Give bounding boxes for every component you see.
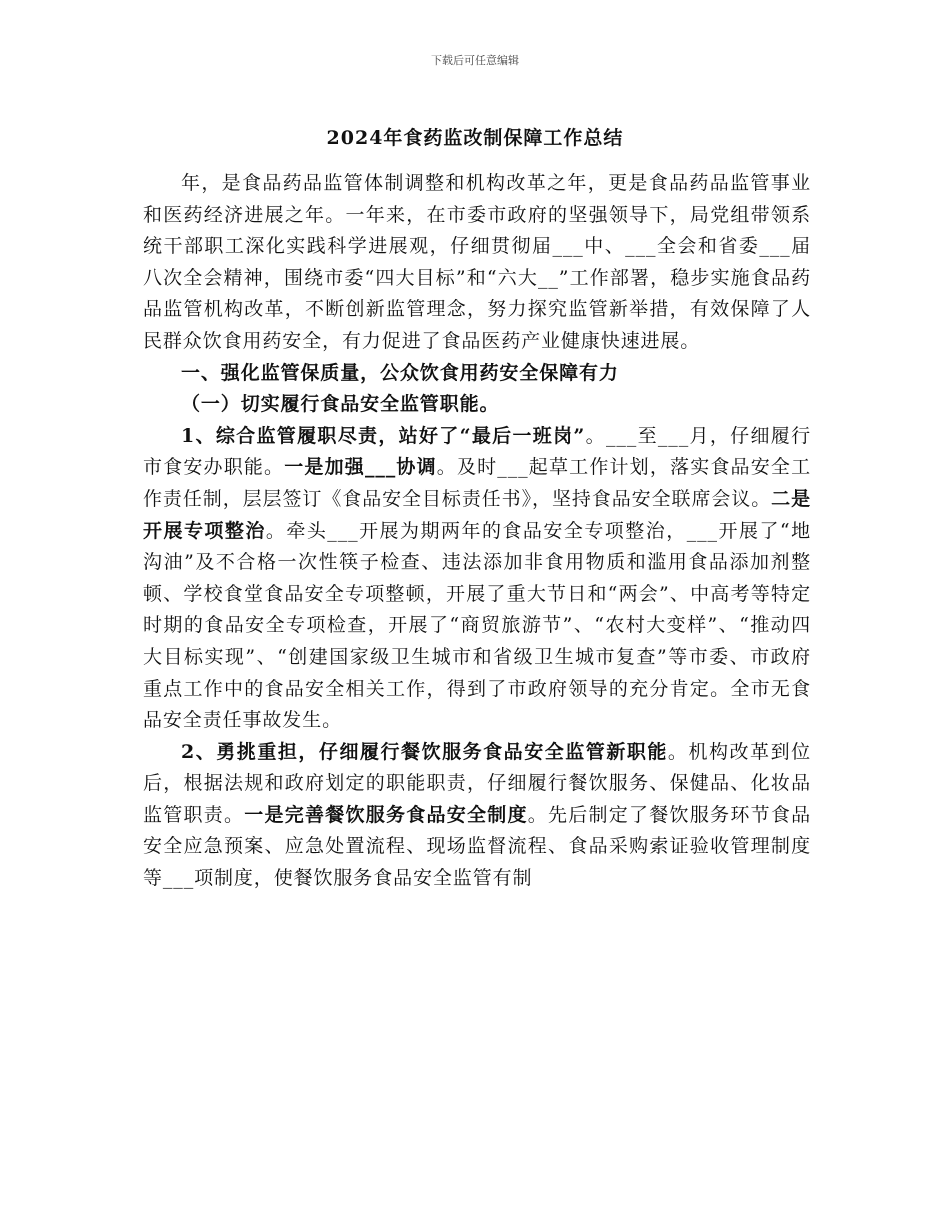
document-body bbox=[143, 168, 811, 895]
item-1-text-c: 。牵头___开展为期两年的食品安全专项整治，___开展了“地沟油”及不合格一次性筷子检查、违法添加非食用物质和滥用食品添加剂整顿、学校食堂食品安全专项整顿，开展了重大节日和“两会”、中高考等特定时期的食品安全专项检查，开展了“商贸旅游节”、“农村大变样”、“推动四大目标实现”、“创建国家级卫生城市和省级卫生城市复查”等市委、市政府重点工作中的食品安全相关工作，得到了市政府领导的充分肯定。全市无食品安全责任事故发生。 bbox=[143, 519, 812, 732]
paragraph-item-2 bbox=[143, 737, 811, 895]
item-2-text-a: 。机构改革到位后，根据法规和政府划定的职能职责，仔细履行餐饮服务、保健品、化妆品监管职责。 bbox=[143, 740, 811, 826]
page-header: 下载后可任意编辑 bbox=[431, 54, 519, 67]
item-1-heading: 1、综合监管履职尽责，站好了“最后一班岗” bbox=[181, 424, 586, 447]
document-title: 2024年食药监改制保障工作总结 bbox=[326, 127, 624, 149]
item-1-text-b: 。及时___起草工作计划，落实食品安全工作责任制，层层签订《食品安全目标责任书》，坚持食品安全联席会议。 bbox=[143, 456, 811, 510]
item-1-text-a: 。___至___月，仔细履行市食安办职能。 bbox=[143, 424, 811, 479]
item-1-point-2: 二是开展专项整治 bbox=[143, 487, 811, 542]
item-2-point-1: 一是完善餐饮服务食品安全制度 bbox=[244, 803, 528, 826]
item-1-point-1: 一是加强___协调 bbox=[284, 456, 437, 479]
paragraph-item-1 bbox=[143, 421, 811, 737]
section-heading: 一、强化监管保质量，公众饮食用药安全保障有力 bbox=[181, 361, 619, 384]
paragraph-intro: 年，是食品药品监管体制调整和机构改革之年，更是食品药品监管事业和医药经济进展之年。一年来，在市委市政府的坚强领导下，局党组带领系统干部职工深化实践科学进展观，仔细贯彻届___中、___全会和省委___届八次全会精神，围绕市委“四大目标”和“六大__”工作部署，稳步实施食品药品监管机构改革，不断创新监管理念，努力探究监管新举措，有效保障了人民群众饮食用药安全，有力促进了食品医药产业健康快速进展。 bbox=[143, 172, 811, 352]
item-2-text-b: 。先后制定了餐饮服务环节食品安全应急预案、应急处置流程、现场监督流程、食品采购索证验收管理制度等___项制度，使餐饮服务食品安全监管有制 bbox=[143, 803, 811, 890]
item-2-heading: 2、勇挑重担，仔细履行餐饮服务食品安全监管新职能 bbox=[181, 740, 668, 763]
subsection-heading: （一）切实履行食品安全监管职能。 bbox=[181, 393, 500, 416]
